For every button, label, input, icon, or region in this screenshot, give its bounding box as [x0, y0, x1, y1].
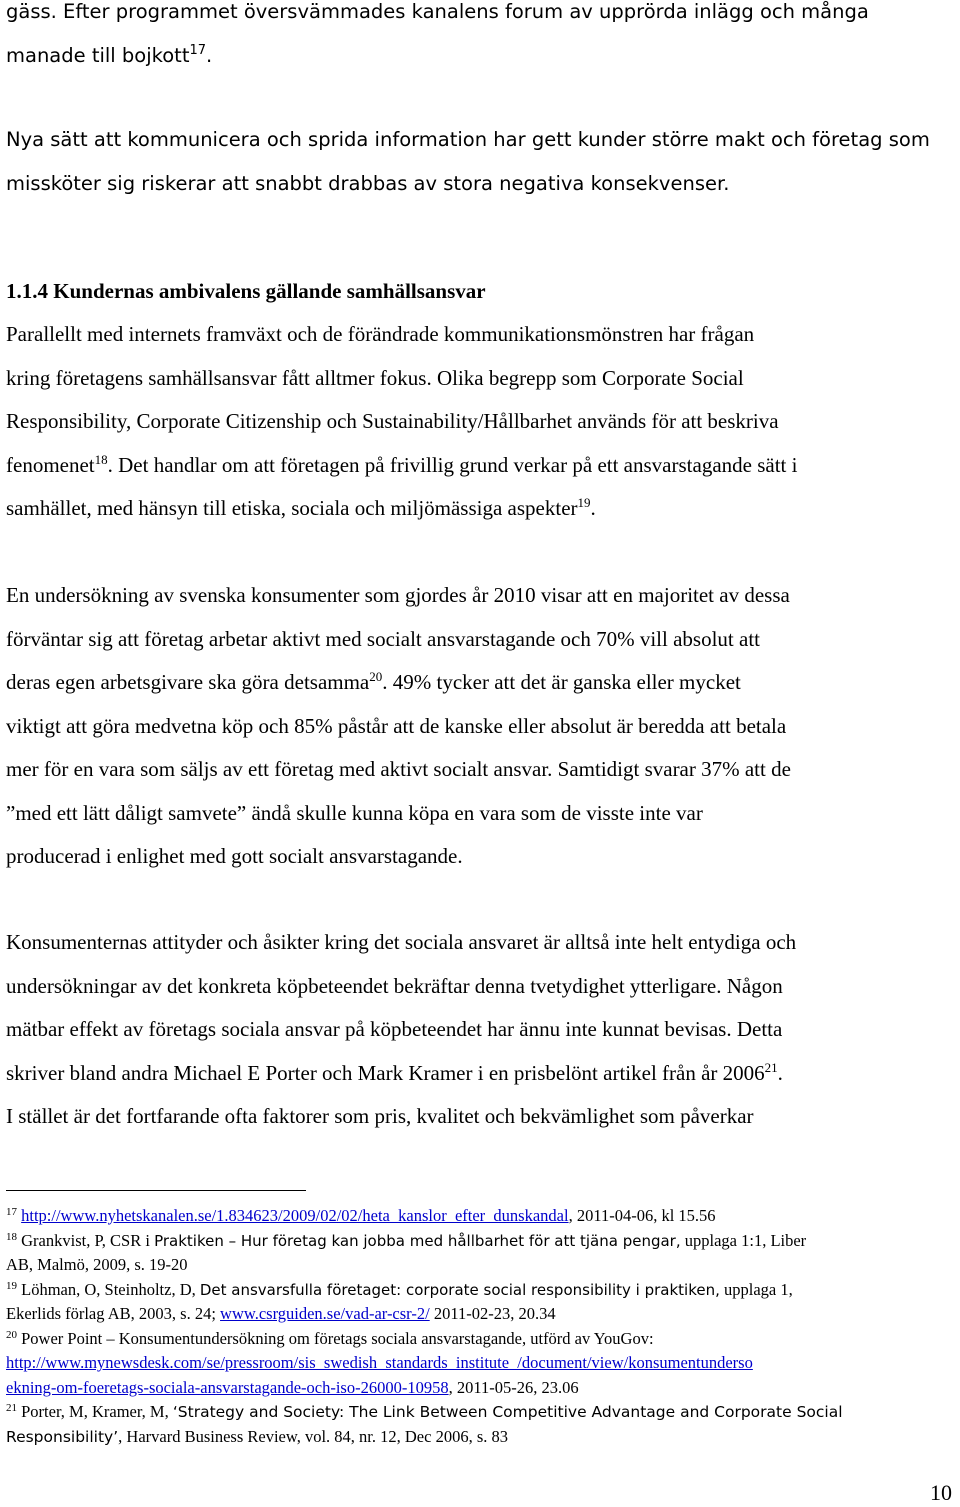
page-number: 10 — [930, 1480, 952, 1505]
section-heading: 1.1.4 Kundernas ambivalens gällande samhällsansvar — [6, 279, 486, 303]
para4-line-4a: skriver bland andra Michael E Porter och Mark Kramer i en prisbelönt artikel från år 2006 — [6, 1060, 765, 1085]
footnote-20-line-3 — [6, 1376, 956, 1401]
footnote-17-link[interactable]: http://www.nyhetskanalen.se/1.834623/2009/02/02/heta_kanslor_efter_dunskandal — [21, 1206, 569, 1225]
para2-line-3: Responsibility, Corporate Citizenship och Sustainability/Hållbarhet används för att beskriva — [6, 409, 779, 433]
footnote-19-number: 19 — [6, 1279, 17, 1292]
para2-line-4a: fenomenet — [6, 452, 95, 477]
paragraph-communication — [6, 118, 954, 205]
paragraph-survey — [6, 574, 954, 879]
intro-line-1: gäss. Efter programmet översvämmades kanalens forum av upprörda inlägg och många — [6, 0, 869, 23]
para4-line-4b: . — [777, 1060, 783, 1085]
footnote-19-link[interactable]: www.csrguiden.se/vad-ar-csr-2/ — [220, 1304, 430, 1323]
footnote-17 — [6, 1204, 956, 1229]
paragraph-csr — [6, 313, 954, 531]
footnote-21-source: , Harvard Business Review, vol. 84, nr. 12, Dec 2006, s. 83 — [118, 1426, 508, 1446]
intro-paragraph — [6, 0, 954, 77]
footnote-20-link-part-2[interactable]: ekning-om-foeretags-sociala-ansvarstagande-och-iso-26000-10958 — [6, 1377, 449, 1397]
para4-line-5: I stället är det fortfarande ofta faktorer som pris, kvalitet och bekvämlighet som påverkar — [6, 1104, 754, 1128]
section-heading-block — [6, 270, 954, 314]
intro-line-2-text: manade till bojkott — [6, 43, 190, 67]
footnote-19-line-1 — [6, 1278, 956, 1303]
footnote-20-number: 20 — [6, 1328, 17, 1341]
para2-line-4 — [6, 444, 954, 488]
footnote-18-publisher: upplaga 1:1, Liber — [680, 1230, 807, 1250]
footnote-19-date: 2011-02-23, 20.34 — [429, 1304, 556, 1323]
footnote-19-edition: upplaga 1, — [719, 1279, 793, 1299]
footnote-ref-17[interactable]: 17 — [189, 42, 207, 58]
footnote-19-title: Det ansvarsfulla företaget: corporate social responsibility i praktiken, — [199, 1280, 720, 1299]
para3-line-1: En undersökning av svenska konsumenter som gjordes år 2010 visar att en majoritet av dessa — [6, 583, 790, 607]
footnotes — [6, 1204, 956, 1449]
para3-line-3 — [6, 661, 954, 705]
para2-line-4b: . Det handlar om att företagen på frivillig grund verkar på ett ansvarstagande sätt i — [107, 452, 798, 477]
footnote-21-number: 21 — [6, 1402, 17, 1414]
para3-line-6: ”med ett lätt dåligt samvete” ändå skulle kunna köpa en vara som de visste inte var — [6, 800, 703, 825]
footnote-21-line-1 — [6, 1400, 956, 1425]
para3-line-3b: . 49% tycker att det är ganska eller mycket — [382, 670, 741, 694]
para2-line-2: kring företagens samhällsansvar fått alltmer fokus. Olika begrepp som Corporate Social — [6, 365, 744, 390]
paragraph-attitudes — [6, 921, 954, 1139]
footnote-ref-19[interactable]: 19 — [577, 495, 591, 510]
para1-line-2: missköter sig riskerar att snabbt drabbas av stora negativa konsekvenser. — [6, 171, 730, 195]
para2-line-5b: . — [590, 496, 596, 520]
footnote-19-author: Löhman, O, Steinholtz, D, — [21, 1279, 200, 1299]
para2-line-5a: samhället, med hänsyn till etiska, sociala och miljömässiga aspekter — [6, 496, 578, 520]
intro-line-2-end: . — [206, 43, 213, 67]
footnote-19-publisher: Ekerlids förlag AB, 2003, s. 24; — [6, 1304, 221, 1323]
para4-line-4 — [6, 1052, 954, 1096]
footnote-20-date: , 2011-05-26, 23.06 — [448, 1377, 579, 1397]
para1-line-1: Nya sätt att kommunicera och sprida information har gett kunder större makt och företag som — [6, 128, 930, 151]
footnote-ref-21[interactable]: 21 — [764, 1059, 778, 1075]
footnote-17-text: , 2011-04-06, kl 15.56 — [568, 1206, 716, 1225]
footnote-20-text: Power Point – Konsumentundersökning om företags sociala ansvarstagande, utförd av YouGov: — [21, 1328, 654, 1348]
footnote-21-authors: Porter, M, Kramer, M, — [21, 1402, 173, 1421]
para3-line-7: producerad i enlighet med gott socialt ansvarstagande. — [6, 844, 463, 868]
footnote-18-title: Praktiken – Hur företag kan jobba med hållbarhet för att tjäna pengar, — [154, 1231, 681, 1250]
footnote-21-title-end: Responsibility’ — [6, 1427, 119, 1446]
intro-line-2 — [6, 34, 954, 78]
footnote-ref-20[interactable]: 20 — [369, 669, 383, 684]
para4-line-2: undersökningar av det konkreta köpbeteendet bekräftar denna tvetydighet ytterligare. Någon — [6, 973, 783, 998]
footnote-18-number: 18 — [6, 1230, 17, 1243]
para2-line-5 — [6, 487, 954, 531]
para3-line-5: mer för en vara som säljs av ett företag med aktivt socialt ansvar. Samtidigt svarar 37% att de — [6, 757, 791, 781]
para2-line-1: Parallellt med internets framväxt och de förändrade kommunikationsmönstren har frågan — [6, 322, 755, 346]
footnote-17-number: 17 — [6, 1206, 17, 1218]
footnote-20-link-part-1[interactable]: http://www.mynewsdesk.com/se/pressroom/sis_swedish_standards_institute_/document/view/konsumentunderso — [6, 1353, 753, 1372]
footnote-20-line-2 — [6, 1351, 956, 1376]
para3-line-3a: deras egen arbetsgivare ska göra detsamma — [6, 670, 370, 694]
footnote-18-line-2: AB, Malmö, 2009, s. 19-20 — [6, 1255, 188, 1274]
footnote-18-line-1 — [6, 1229, 956, 1254]
footnote-20-line-1 — [6, 1327, 956, 1352]
para3-line-4: viktigt att göra medvetna köp och 85% påstår att de kanske eller absolut är beredda att betala — [6, 713, 787, 738]
footnote-21-line-2 — [6, 1425, 956, 1450]
footnote-21-title: ‘Strategy and Society: The Link Between Competitive Advantage and Corporate Social — [172, 1403, 843, 1421]
para4-line-1: Konsumenternas attityder och åsikter kring det sociala ansvaret är alltså inte helt entydiga och — [6, 930, 797, 954]
footnote-ref-18[interactable]: 18 — [94, 451, 108, 467]
para4-line-3: mätbar effekt av företags sociala ansvar på köpbeteendet har ännu inte kunnat bevisas. Detta — [6, 1017, 783, 1041]
footnote-19-line-2 — [6, 1302, 956, 1327]
footnote-18-author: Grankvist, P, CSR i — [21, 1230, 155, 1250]
para3-line-2: förväntar sig att företag arbetar aktivt med socialt ansvarstagande och 70% vill absolut att — [6, 626, 760, 651]
footnote-separator — [6, 1190, 306, 1191]
